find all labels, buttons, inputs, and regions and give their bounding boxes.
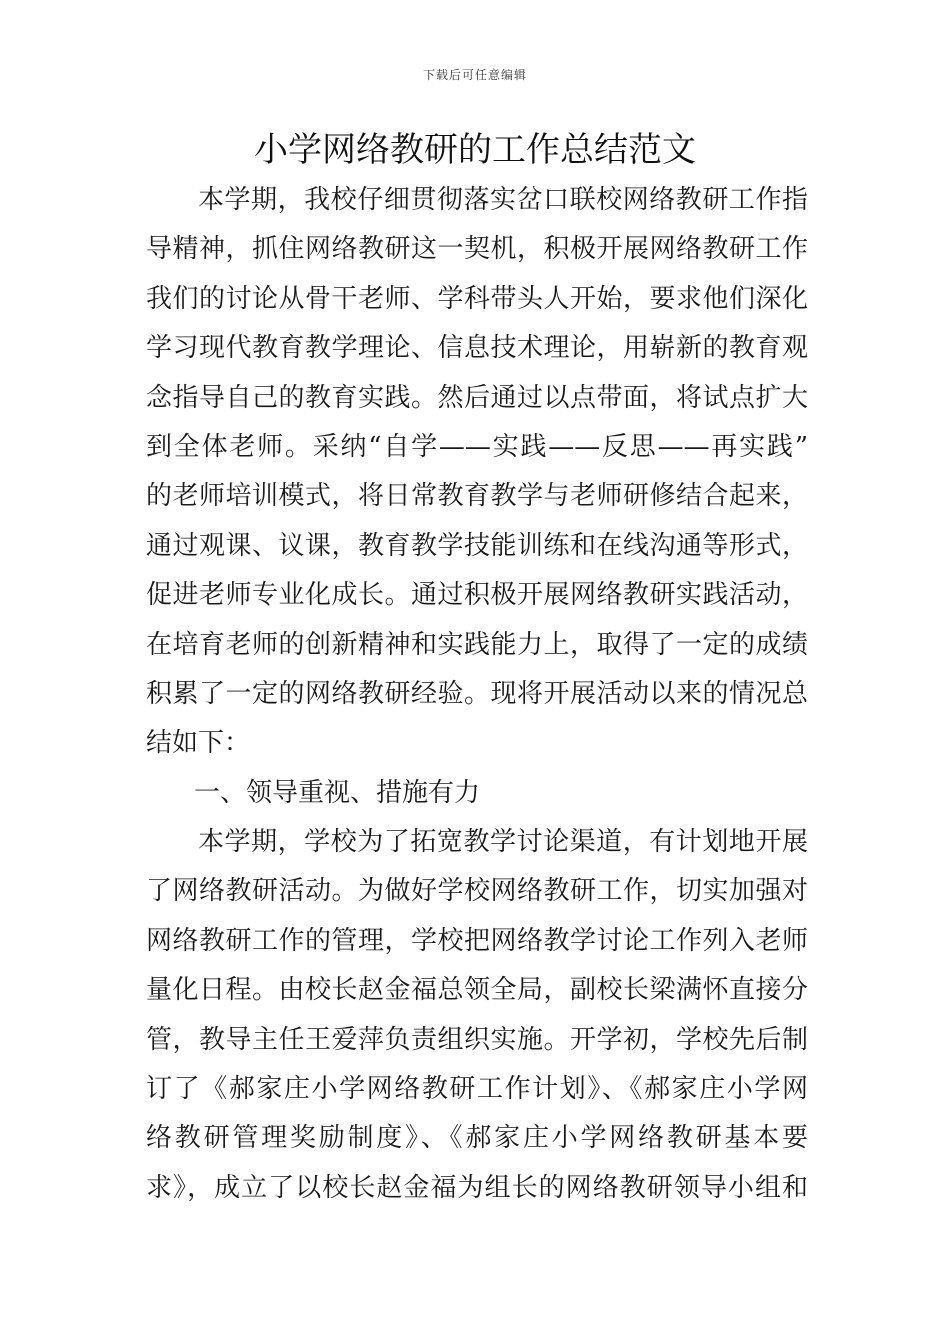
paragraph-2-line-8: 求》，成立了以校长赵金福为组长的网络教研领导小组和 xyxy=(146,1172,808,1203)
paragraph-1-line-10: 在培育老师的创新精神和实践能力上，取得了一定的成绩 xyxy=(146,629,808,660)
paragraph-1-line-8: 通过观课、议课，教育教学技能训练和在线沟通等形式， xyxy=(146,530,808,561)
paragraph-1-line-2: 导精神，抓住网络教研这一契机，积极开展网络教研工作 xyxy=(146,234,808,265)
paragraph-2-line-5: 管，教导主任王爱萍负责组织实施。开学初，学校先后制 xyxy=(146,1024,808,1055)
paragraph-1-line-1: 本学期，我校仔细贯彻落实岔口联校网络教研工作指 xyxy=(198,185,808,215)
paragraph-1-line-3: 我们的讨论从骨干老师、学科带头人开始，要求他们深化 xyxy=(146,283,808,314)
paragraph-2-line-4: 量化日程。由校长赵金福总领全局，副校长梁满怀直接分 xyxy=(146,975,808,1006)
paragraph-2-line-2: 了网络教研活动。为做好学校网络教研工作，切实加强对 xyxy=(146,876,808,907)
paragraph-1-line-4: 学习现代教育教学理论、信息技术理论，用崭新的教育观 xyxy=(146,333,808,364)
paragraph-2-line-3: 网络教研工作的管理，学校把网络教学讨论工作列入老师 xyxy=(146,925,808,956)
paragraph-1-line-9: 促进老师专业化成长。通过积极开展网络教研实践活动， xyxy=(146,580,808,611)
paragraph-1-line-11: 积累了一定的网络教研经验。现将开展活动以来的情况总 xyxy=(146,678,808,709)
section-heading-1: 一、领导重视、措施有力 xyxy=(194,777,481,808)
header-note: 下载后可任意编辑 xyxy=(422,68,527,82)
paragraph-1-line-12: 结如下： xyxy=(146,728,251,759)
paragraph-1-line-5: 念指导自己的教育实践。然后通过以点带面，将试点扩大 xyxy=(146,382,808,413)
paragraph-1-line-6: 到全体老师。采纳“自学——实践——反思——再实践” xyxy=(146,431,808,462)
paragraph-2-line-1: 本学期，学校为了拓宽教学讨论渠道，有计划地开展 xyxy=(198,827,808,858)
document-title: 小学网络教研的工作总结范文 xyxy=(254,130,696,170)
paragraph-2-line-7: 络教研管理奖励制度》、《郝家庄小学网络教研基本要 xyxy=(146,1123,808,1154)
paragraph-2-line-6: 订了《郝家庄小学网络教研工作计划》、《郝家庄小学网 xyxy=(146,1074,808,1105)
document-body xyxy=(146,176,808,1213)
paragraph-1-line-7: 的老师培训模式，将日常教育教学与老师研修结合起来， xyxy=(146,481,808,512)
